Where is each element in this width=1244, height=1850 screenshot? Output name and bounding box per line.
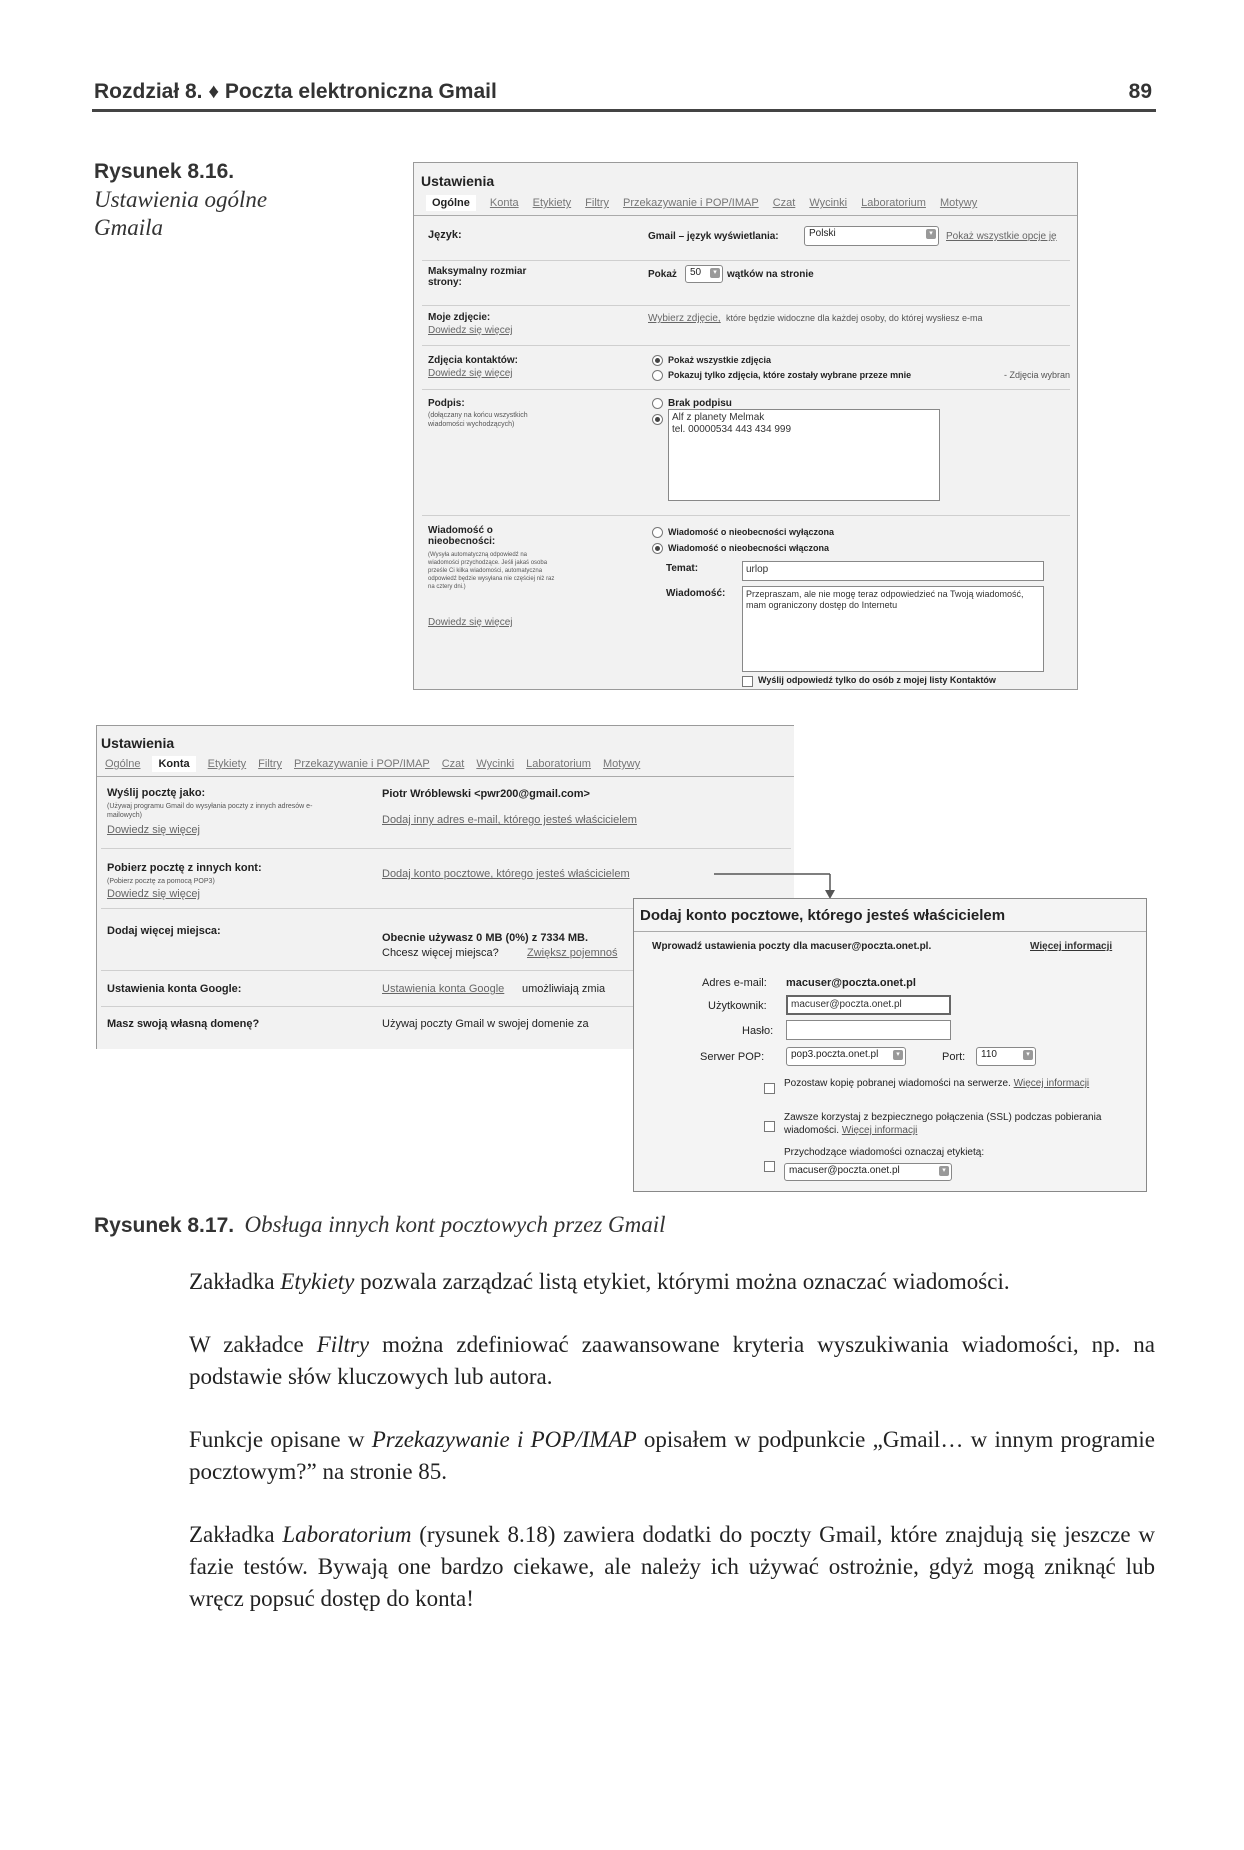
tab-chat[interactable]: Czat [441, 758, 465, 770]
fetch-label: Pobierz pocztę z innych kont: [107, 862, 262, 874]
contacts-mine-radio[interactable] [652, 370, 663, 381]
contacts-mine-tail: - Zdjęcia wybran [1004, 370, 1071, 380]
google-account-text: umożliwiają zmia [522, 983, 606, 995]
fetch-add-link[interactable]: Dodaj konto pocztowe, którego jesteś właścicielem [382, 868, 630, 880]
ssl-checkbox[interactable] [764, 1121, 775, 1132]
contacts-label: Zdjęcia kontaktów: [428, 355, 519, 366]
paragraph-forwarding: Funkcje opisane w Przekazywanie i POP/IMAP opisałem w podpunkcie „Gmail… w innym programie pocztowym?” na stronie 85. [189, 1427, 1156, 1484]
email-value: macuser@poczta.onet.pl [786, 977, 916, 989]
chevron-down-icon: ▾ [939, 1166, 949, 1176]
tab-accounts[interactable]: Konta [152, 756, 195, 772]
fetch-learn-link[interactable]: Dowiedz się więcej [107, 888, 200, 900]
keep-copy-link[interactable]: Więcej informacji [1013, 1078, 1090, 1089]
tab-general[interactable]: Ogólne [426, 195, 476, 211]
signature-custom-radio[interactable] [652, 414, 663, 425]
pagesize-value: 50 [690, 267, 702, 278]
language-more-link[interactable]: Pokaż wszystkie opcje ję [946, 231, 1057, 242]
language-select[interactable] [804, 226, 939, 246]
mypic-learn-link[interactable]: Dowiedz się więcej [428, 325, 513, 336]
tab-chat[interactable]: Czat [772, 197, 796, 209]
label-incoming-select[interactable] [784, 1163, 952, 1181]
sendas-add-link[interactable]: Dodaj inny adres e-mail, którego jesteś właścicielem [382, 814, 637, 826]
pop-server-select[interactable] [786, 1047, 906, 1066]
figure-16-label: Rysunek 8.16. [94, 160, 235, 183]
row-divider [422, 260, 1070, 261]
language-label: Język: [428, 229, 462, 241]
keep-copy-label [784, 1077, 1114, 1090]
chevron-down-icon: ▾ [893, 1050, 903, 1060]
contacts-learn-link[interactable]: Dowiedz się więcej [428, 368, 513, 379]
username-label: Użytkownik: [708, 1000, 767, 1012]
tab-forwarding[interactable]: Przekazywanie i POP/IMAP [294, 758, 430, 770]
signature-textarea[interactable] [668, 409, 940, 501]
tab-clips[interactable]: Wycinki [476, 758, 515, 770]
port-value: 110 [981, 1049, 997, 1060]
only-contacts-checkbox[interactable] [742, 676, 753, 687]
subject-label: Temat: [666, 563, 699, 574]
tab-labs[interactable]: Laboratorium [861, 197, 926, 209]
pop-server-label: Serwer POP: [700, 1051, 765, 1063]
figure-17-caption-text: Obsługa innych kont pocztowych przez Gmail [244, 1212, 666, 1237]
tab-accounts[interactable]: Konta [489, 197, 519, 209]
keep-copy-text: Pozostaw kopię pobranej wiadomości na serwerze. [784, 1078, 1011, 1089]
figure-16-caption-line1: Ustawienia ogólne [94, 187, 268, 212]
chevron-down-icon: ▾ [926, 229, 936, 239]
pop-server-value: pop3.poczta.onet.pl [791, 1049, 879, 1060]
running-header: Rozdział 8. ♦ Poczta elektroniczna Gmail [94, 80, 497, 103]
add-account-popup [633, 898, 1147, 1192]
vacation-on-radio[interactable] [652, 543, 663, 554]
sendas-label: Wyślij pocztę jako: [107, 787, 206, 799]
figure-17-label: Rysunek 8.17. [94, 1214, 235, 1237]
username-input[interactable]: macuser@poczta.onet.pl [786, 995, 951, 1015]
signature-note: (dołączany na końcu wszystkich wiadomości wychodzących) [428, 412, 528, 428]
sendas-note: (Używaj programu Gmail do wysyłania poczty z innych adresów e-mailowych) [107, 803, 313, 819]
vacation-on-label: Wiadomość o nieobecności włączona [668, 543, 829, 553]
pagesize-show: Pokaż [648, 269, 677, 280]
contacts-all-label: Pokaż wszystkie zdjęcia [668, 355, 772, 365]
chevron-down-icon: ▾ [1023, 1050, 1033, 1060]
port-select[interactable] [976, 1047, 1036, 1066]
signature-line1: Alf z planety Melmak [672, 412, 765, 423]
ssl-text: Zawsze korzystaj z bezpiecznego połączenia (SSL) podczas pobierania wiadomości. [784, 1112, 1102, 1136]
mypic-label: Moje zdjęcie: [428, 312, 491, 323]
figure-17-caption [94, 1212, 666, 1238]
message-label: Wiadomość: [666, 588, 726, 599]
language-text: Gmail – język wyświetlania: [648, 231, 779, 242]
sendas-learn-link[interactable]: Dowiedz się więcej [107, 824, 200, 836]
tab-labels[interactable]: Etykiety [207, 758, 247, 770]
vacation-note: (Wysyła automatyczną odpowiedź na wiadomości przychodzące. Jeśli jakaś osoba prześle Ci kilka wiadomości, automatyczna odpowiedź będzie wysyłana nie częściej niż raz na cztery dni.) [428, 552, 555, 590]
language-select-value: Polski [809, 228, 836, 239]
domain-text: Używaj poczty Gmail w swojej domenie za [382, 1018, 589, 1030]
general-settings-screenshot [413, 162, 1078, 690]
storage-more: Chcesz więcej miejsca? [382, 947, 499, 959]
popup-title-divider [634, 931, 1146, 932]
label-incoming-label: Przychodzące wiadomości oznaczaj etykietą: [784, 1147, 985, 1158]
connector-arrow-icon [700, 866, 840, 902]
paragraph-labs: Zakładka Laboratorium (rysunek 8.18) zawiera dodatki do poczty Gmail, które znajdują się jeszcze w fazie testów. Bywają one bardzo ciekawe, ale należy ich używać ostrożnie, gdyż mogą zniknąć lub wręcz popsuć dostęp do konta! [189, 1522, 1155, 1611]
signature-none-label: Brak podpisu [668, 398, 732, 409]
page-number: 89 [1128, 80, 1152, 103]
popup-title: Dodaj konto pocztowe, którego jesteś właścicielem [640, 907, 1006, 924]
email-label: Adres e-mail: [702, 977, 767, 989]
chevron-down-icon: ▾ [710, 268, 720, 278]
signature-line2: tel. 00000534 443 434 999 [672, 424, 791, 435]
google-account-label: Ustawienia konta Google: [107, 983, 242, 995]
label-incoming-value: macuser@poczta.onet.pl [789, 1165, 900, 1176]
row-divider [422, 389, 1070, 390]
vacation-learn-link[interactable]: Dowiedz się więcej [428, 617, 513, 628]
ssl-label [784, 1111, 1144, 1137]
sendas-address: Piotr Wróblewski <pwr200@gmail.com> [382, 788, 590, 800]
tab-divider [414, 215, 1077, 216]
accounts-settings-tabs [105, 758, 640, 770]
signature-label: Podpis: [428, 398, 465, 409]
tab-forwarding[interactable]: Przekazywanie i POP/IMAP [622, 197, 759, 209]
pagesize-suffix: wątków na stronie [727, 269, 814, 280]
google-account-link[interactable]: Ustawienia konta Google [382, 983, 505, 995]
row-divider [422, 515, 1070, 516]
tab-filters[interactable]: Filtry [585, 197, 609, 209]
tab-divider [97, 776, 794, 777]
accounts-settings-title: Ustawienia [101, 735, 175, 751]
settings-tabs [426, 197, 977, 209]
vacation-off-radio[interactable] [652, 527, 663, 538]
vacation-label: Wiadomość o nieobecności: [428, 525, 496, 547]
tab-general[interactable]: Ogólne [105, 758, 141, 770]
signature-none-radio[interactable] [652, 398, 663, 409]
message-textarea[interactable]: Przepraszam, ale nie mogę teraz odpowiedzieć na Twoją wiadomość, mam ograniczony dostęp do Internetu [742, 586, 1044, 672]
tab-themes[interactable]: Motywy [939, 197, 978, 209]
contacts-mine-label: Pokazuj tylko zdjęcia, które zostały wybrane przeze mnie [668, 370, 912, 380]
contacts-all-radio[interactable] [652, 355, 663, 366]
popup-subtitle: Wprowadź ustawienia poczty dla macuser@poczta.onet.pl. [652, 941, 932, 952]
header-rule [92, 109, 1156, 112]
keep-copy-checkbox[interactable] [764, 1083, 775, 1094]
mypic-text: które będzie widoczne dla każdej osoby, do której wysłiesz e-ma [726, 313, 983, 323]
domain-label: Masz swoją własną domenę? [107, 1018, 260, 1030]
pagesize-label: Maksymalny rozmiar strony: [428, 266, 527, 288]
settings-title: Ustawienia [421, 173, 495, 189]
fetch-note: (Pobierz pocztę za pomocą POP3) [107, 878, 215, 885]
only-contacts-label: Wyślij odpowiedź tylko do osób z mojej listy Kontaktów [758, 675, 996, 685]
storage-value: Obecnie używasz 0 MB (0%) z 7334 MB. [382, 932, 589, 944]
paragraph-filters: W zakładce Filtry można zdefiniować zaawansowane kryteria wyszukiwania wiadomości, np. na podstawie słów kluczowych lub autora. [189, 1332, 1156, 1389]
port-label: Port: [942, 1051, 966, 1063]
vacation-off-label: Wiadomość o nieobecności wyłączona [668, 527, 834, 537]
tab-themes[interactable]: Motywy [602, 758, 641, 770]
paragraph-labels: Zakładka Etykiety pozwala zarządzać listą etykiet, którymi można oznaczać wiadomości. [189, 1269, 1010, 1294]
tab-labels[interactable]: Etykiety [532, 197, 572, 209]
row-divider [101, 848, 791, 849]
ssl-link[interactable]: Więcej informacji [841, 1125, 918, 1136]
password-input[interactable] [786, 1020, 951, 1040]
popup-more-link[interactable]: Więcej informacji [1030, 941, 1113, 952]
row-divider [422, 345, 1070, 346]
mypic-select-link[interactable]: Wybierz zdjęcie, [648, 313, 721, 324]
tab-clips[interactable]: Wycinki [809, 197, 848, 209]
password-label: Hasło: [742, 1025, 774, 1037]
storage-label: Dodaj więcej miejsca: [107, 925, 221, 937]
tab-labs[interactable]: Laboratorium [526, 758, 591, 770]
storage-link[interactable]: Zwiększ pojemnoś [527, 947, 618, 959]
subject-input[interactable]: urlop [742, 561, 1044, 581]
pagesize-select[interactable] [685, 265, 723, 283]
label-incoming-checkbox[interactable] [764, 1161, 775, 1172]
figure-16-caption-line2: Gmaila [94, 215, 163, 240]
row-divider [422, 305, 1070, 306]
tab-filters[interactable]: Filtry [258, 758, 282, 770]
